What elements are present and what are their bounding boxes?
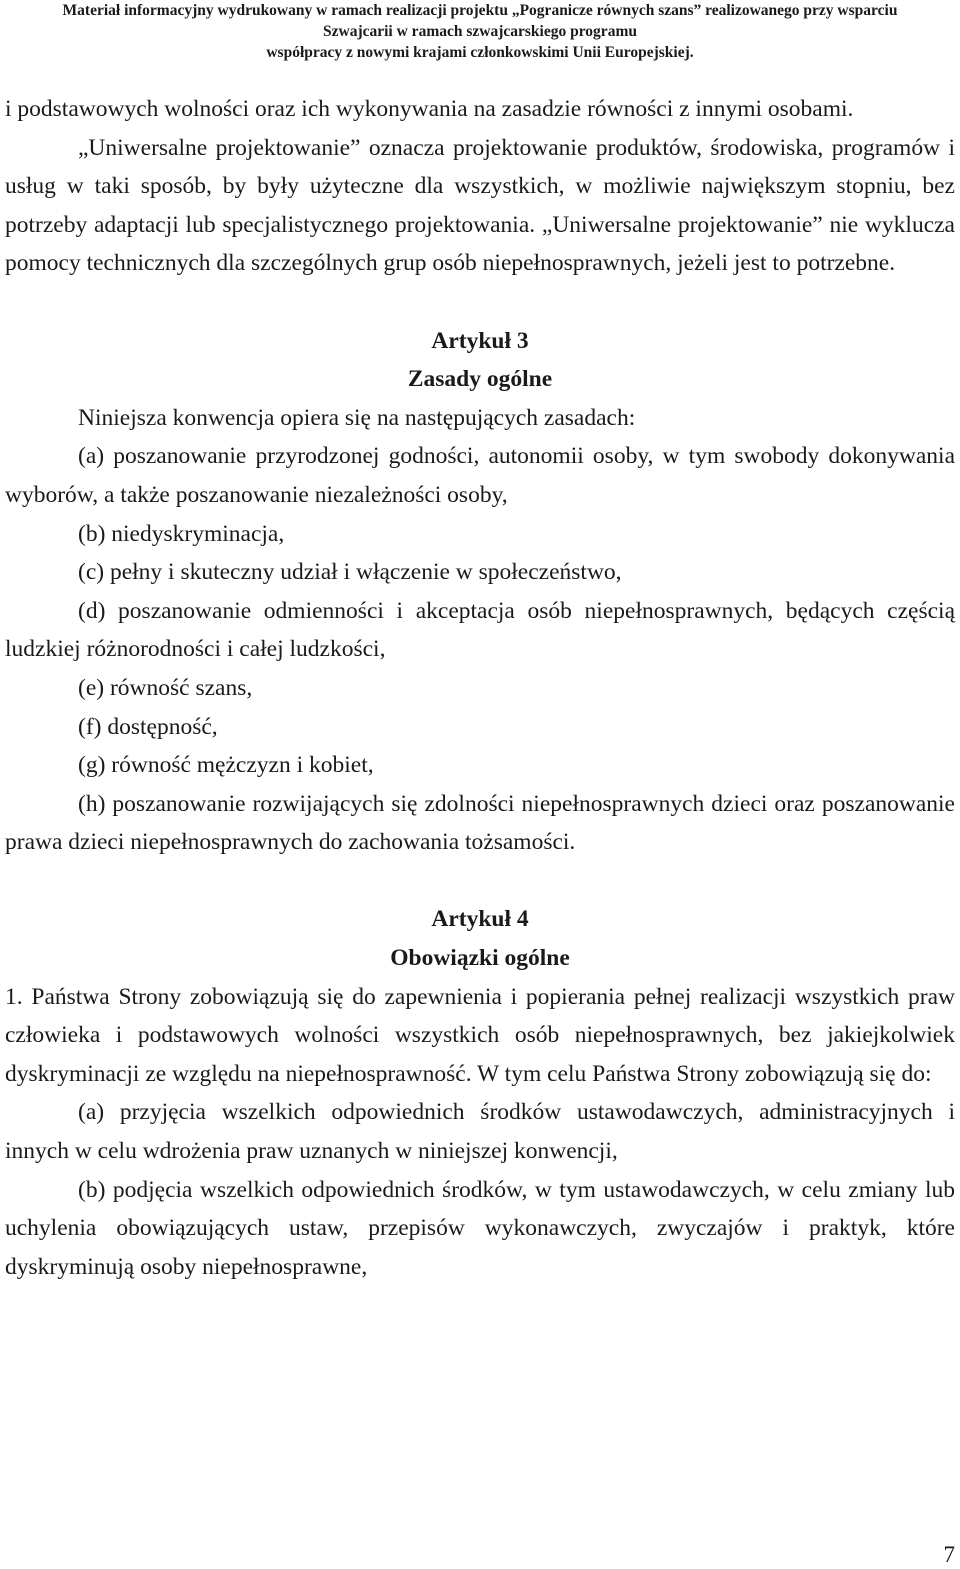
article-3-item-c: (c) pełny i skuteczny udział i włączenie w społeczeństwo,: [78, 559, 622, 586]
article-4-title: Obowiązki ogólne: [390, 945, 570, 972]
universal-design-paragraph: „Uniwersalne projektowanie” oznacza projektowanie produktów, środowiska, programów i usług w taki sposób, by były użyteczne dla wszystkich, w możliwie największym stopniu, bez potrzeby adaptacji lub specjalistycznego projektowania. „Uniwersalne projektowanie” nie wyklucza pomocy technicznych dla szczególnych grup osób niepełnosprawnych, jeżeli jest to potrzebne.: [5, 134, 955, 277]
header-line-2: Szwajcarii w ramach szwajcarskiego programu: [323, 23, 637, 40]
article-4-paragraph-1: 1. Państwa Strony zobowiązują się do zapewnienia i popierania pełnej realizacji wszystkich praw człowieka i podstawowych wolności wszystkich osób niepełnosprawnych, bez jakiejkolwiek dyskryminacji ze względu na niepełnosprawność. W tym celu Państwa Strony zobowiązują się do:: [5, 983, 955, 1087]
spacer: [5, 283, 955, 322]
continuation-paragraph: i podstawowych wolności oraz ich wykonywania na zasadzie równości z innymi osobami.: [5, 96, 854, 122]
header-line-3: współpracy z nowymi krajami członkowskimi Unii Europejskiej.: [266, 44, 694, 61]
article-4-item-a: (a) przyjęcia wszelkich odpowiednich środków ustawodawczych, administracyjnych i innych w celu wdrożenia praw uznanych w niniejszej konwencji,: [5, 1099, 955, 1165]
article-3-item-f: (f) dostępność,: [78, 713, 218, 740]
spacer: [5, 862, 955, 901]
article-4-number: Artykuł 4: [431, 906, 529, 933]
article-3-item-a: (a) poszanowanie przyrodzonej godności, autonomii osoby, w tym swobody dokonywania wyborów, a także poszanowanie niezależności osoby,: [5, 443, 955, 508]
article-3-item-b: (b) niedyskryminacja,: [78, 520, 285, 547]
document-body: [5, 90, 955, 1286]
article-3-item-h: (h) poszanowanie rozwijających się zdolności niepełnosprawnych dzieci oraz poszanowanie prawa dzieci niepełnosprawnych do zachowania tożsamości.: [5, 790, 955, 856]
article-3-item-e: (e) równość szans,: [78, 674, 253, 701]
article-4-item-b: (b) podjęcia wszelkich odpowiednich środków, w tym ustawodawczych, w celu zmiany lub uchylenia obowiązujących ustaw, przepisów wykonawczych, zwyczajów i praktyk, które dyskryminują osoby niepełnosprawne,: [5, 1176, 955, 1280]
document-header: [0, 0, 960, 63]
article-3-intro: Niniejsza konwencja opiera się na następujących zasadach:: [78, 404, 636, 431]
page-number: 7: [943, 1542, 955, 1567]
article-3-item-g: (g) równość mężczyzn i kobiet,: [78, 752, 374, 779]
article-3-item-d: (d) poszanowanie odmienności i akceptacja osób niepełnosprawnych, będących częścią ludzkiej różnorodności i całej ludzkości,: [5, 597, 955, 663]
article-3-number: Artykuł 3: [431, 327, 529, 354]
article-3-title: Zasady ogólne: [407, 366, 553, 393]
header-line-1: Materiał informacyjny wydrukowany w ramach realizacji projektu „Pogranicze równych szans” realizowanego przy wsparciu: [62, 2, 898, 19]
